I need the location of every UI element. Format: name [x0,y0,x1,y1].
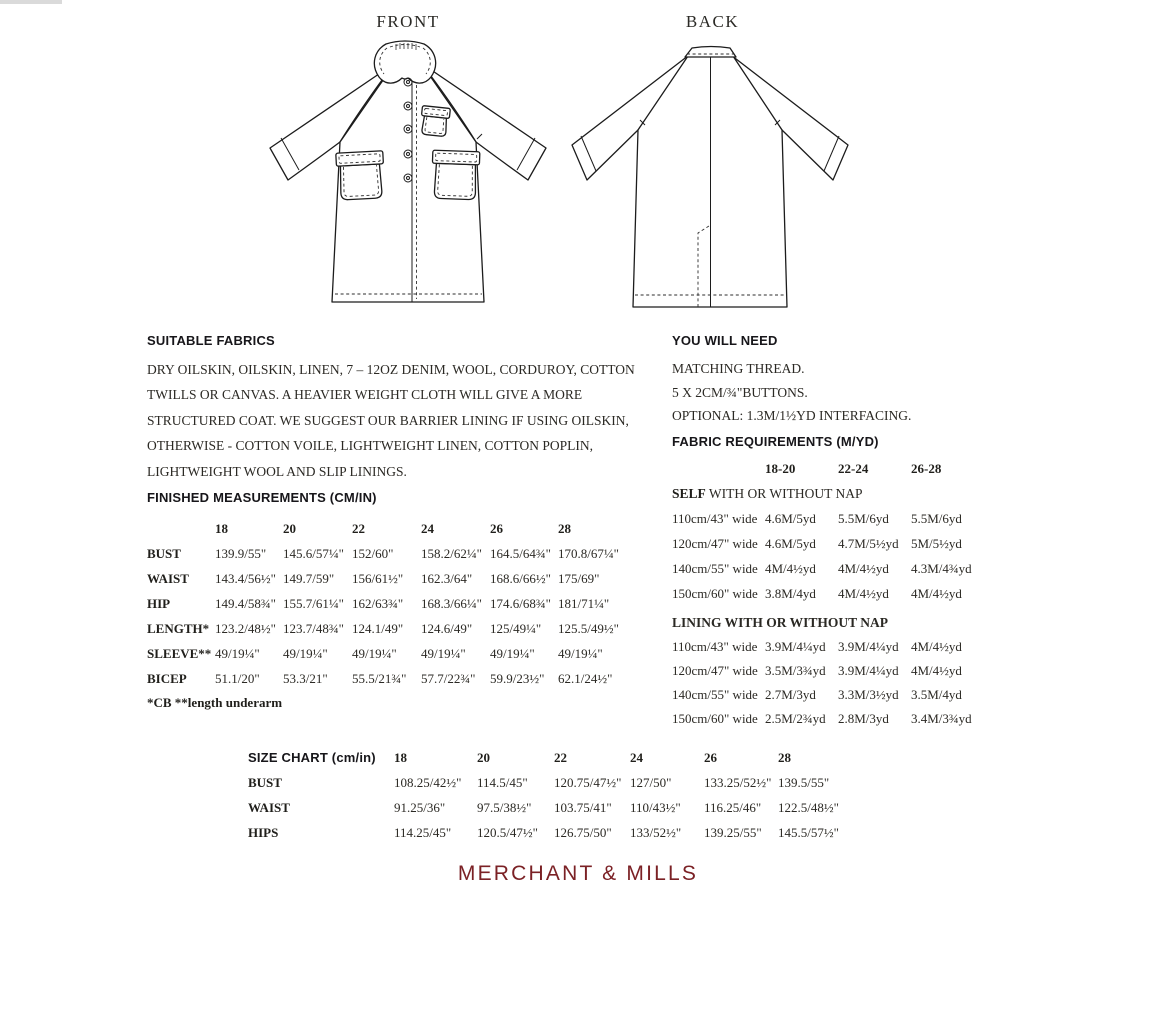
row-label: HIPS [248,825,279,840]
finished-measurements-heading: FINISHED MEASUREMENTS (CM/IN) [147,490,377,505]
row-label: 150cm/60" wide [672,711,758,726]
row-label: 110cm/43" wide [672,511,758,526]
coat-back-drawing [565,36,865,321]
row-label: 140cm/55" wide [672,561,758,576]
page-edge-artifact [0,0,62,4]
brand-logo-text: MERCHANT & MILLS [457,862,699,885]
row-label: LENGTH* [147,621,210,636]
row-label: 140cm/55" wide [672,687,758,702]
row-label: 120cm/47" wide [672,663,758,678]
measurements-footnote: *CB **length underarm [147,695,283,710]
you-will-need-section [672,333,911,428]
row-label: 150cm/60" wide [672,586,758,601]
row-label: SLEEVE** [147,646,212,661]
fabric-requirements-section [672,434,1006,731]
row-label: 110cm/43" wide [672,639,758,654]
you-will-need-list: MATCHING THREAD. 5 X 2CM/¾"BUTTONS. OPTIONAL: 1.3M/1½YD INTERFACING. [672,361,912,424]
row-label: 120cm/47" wide [672,536,758,551]
size-chart-heading: SIZE CHART (cm/in) [248,750,376,765]
self-nap-title: SELF WITH OR WITHOUT NAP [672,486,863,501]
finished-measurements-table: 18 20 22 24 26 28 BUST 139.9/55" 145.6/57¼" 152/60" 158.2/62¼" 164.5/64¾" 170.8/67¼" WAIST 143.4/56½" 149.7/59" 156/61½" 162.3/64" 168.6/66½" 175/69" HIP 149.4/58¾" 155.7/61¼" 162/63¾" 168.3/66¼" 174.6/68¾" 181/71¼" LENGTH* 123.2/48½" 123.7/48¾" 124.1/49" 124.6/49" 125/49¼" 125.5/49½" SLEEVE** 49/19¼" 49/19¼" 49/19¼" 49/19¼" 49/19¼" 49/19¼" BICEP 51.1/20" 53.3/21" 55.5/21¾" 57.7/22¾" 59.9/23½" 62.1/24½" [147,516,628,691]
size-chart-table: SIZE CHART (cm/in) 18 20 22 24 26 28 BUST 108.25/42½" 114.5/45" 120.75/47½" 127/50" 133.25/52½" 139.5/55" WAIST 91.25/36" 97.5/38½" 103.75/41" 110/43½" 116.25/46" 122.5/48½" HIPS 114.25/45" 120.5/47½" 126.75/50" 133/52½" 139.25/55" 145.5/57½" [248,745,883,845]
row-label: HIP [147,596,171,611]
you-will-need-heading: YOU WILL NEED [672,333,778,348]
finished-measurements-section [147,490,628,711]
coat-front-drawing [258,36,558,321]
self-fabric-table: 110cm/43" wide 4.6M/5yd 5.5M/6yd 5.5M/6yd 120cm/47" wide 4.6M/5yd 4.7M/5½yd 5M/5½yd 140cm/55" wide 4M/4½yd 4M/4½yd 4.3M/4¾yd 150cm/60" wide 3.8M/4yd 4M/4½yd 4M/4½yd [672,506,1006,606]
row-label: BUST [147,546,181,561]
suitable-fabrics-text: DRY OILSKIN, OILSKIN, LINEN, 7 – 12OZ DENIM, WOOL, CORDUROY, COTTON TWILLS OR CANVAS. A HEAVIER WEIGHT CLOTH WILL GIVE A MORE STRUCTURED COAT. WE SUGGEST OUR BARRIER LINING IF USING OILSKIN, OTHERWISE - COTTON VOILE, LIGHTWEIGHT LINEN, COTTON POPLIN, LIGHTWEIGHT WOOL AND SLIP LININGS. [147,362,635,479]
chest-pocket [420,106,451,137]
right-pocket [431,150,480,200]
back-view-label: BACK [685,12,740,31]
left-pocket [336,151,385,200]
fabric-requirements-size-header: 18-20 22-24 26-28 [765,461,942,476]
front-view-label: FRONT [376,12,440,31]
row-label: WAIST [248,800,290,815]
suitable-fabrics-heading: SUITABLE FABRICS [147,333,275,348]
lining-fabric-table: 110cm/43" wide 3.9M/4¼yd 3.9M/4¼yd 4M/4½yd 120cm/47" wide 3.5M/3¾yd 3.9M/4¼yd 4M/4½yd 140cm/55" wide 2.7M/3yd 3.3M/3½yd 3.5M/4yd 150cm/60" wide 2.5M/2¾yd 2.8M/3yd 3.4M/3¾yd [672,635,1006,731]
lining-nap-title: LINING WITH OR WITHOUT NAP [672,615,889,630]
row-label: BICEP [147,671,187,686]
row-label: BUST [248,775,282,790]
size-chart-section [248,745,883,845]
row-label: WAIST [147,571,189,586]
fabric-requirements-heading: FABRIC REQUIREMENTS (M/YD) [672,434,879,449]
suitable-fabrics-section [147,333,635,484]
